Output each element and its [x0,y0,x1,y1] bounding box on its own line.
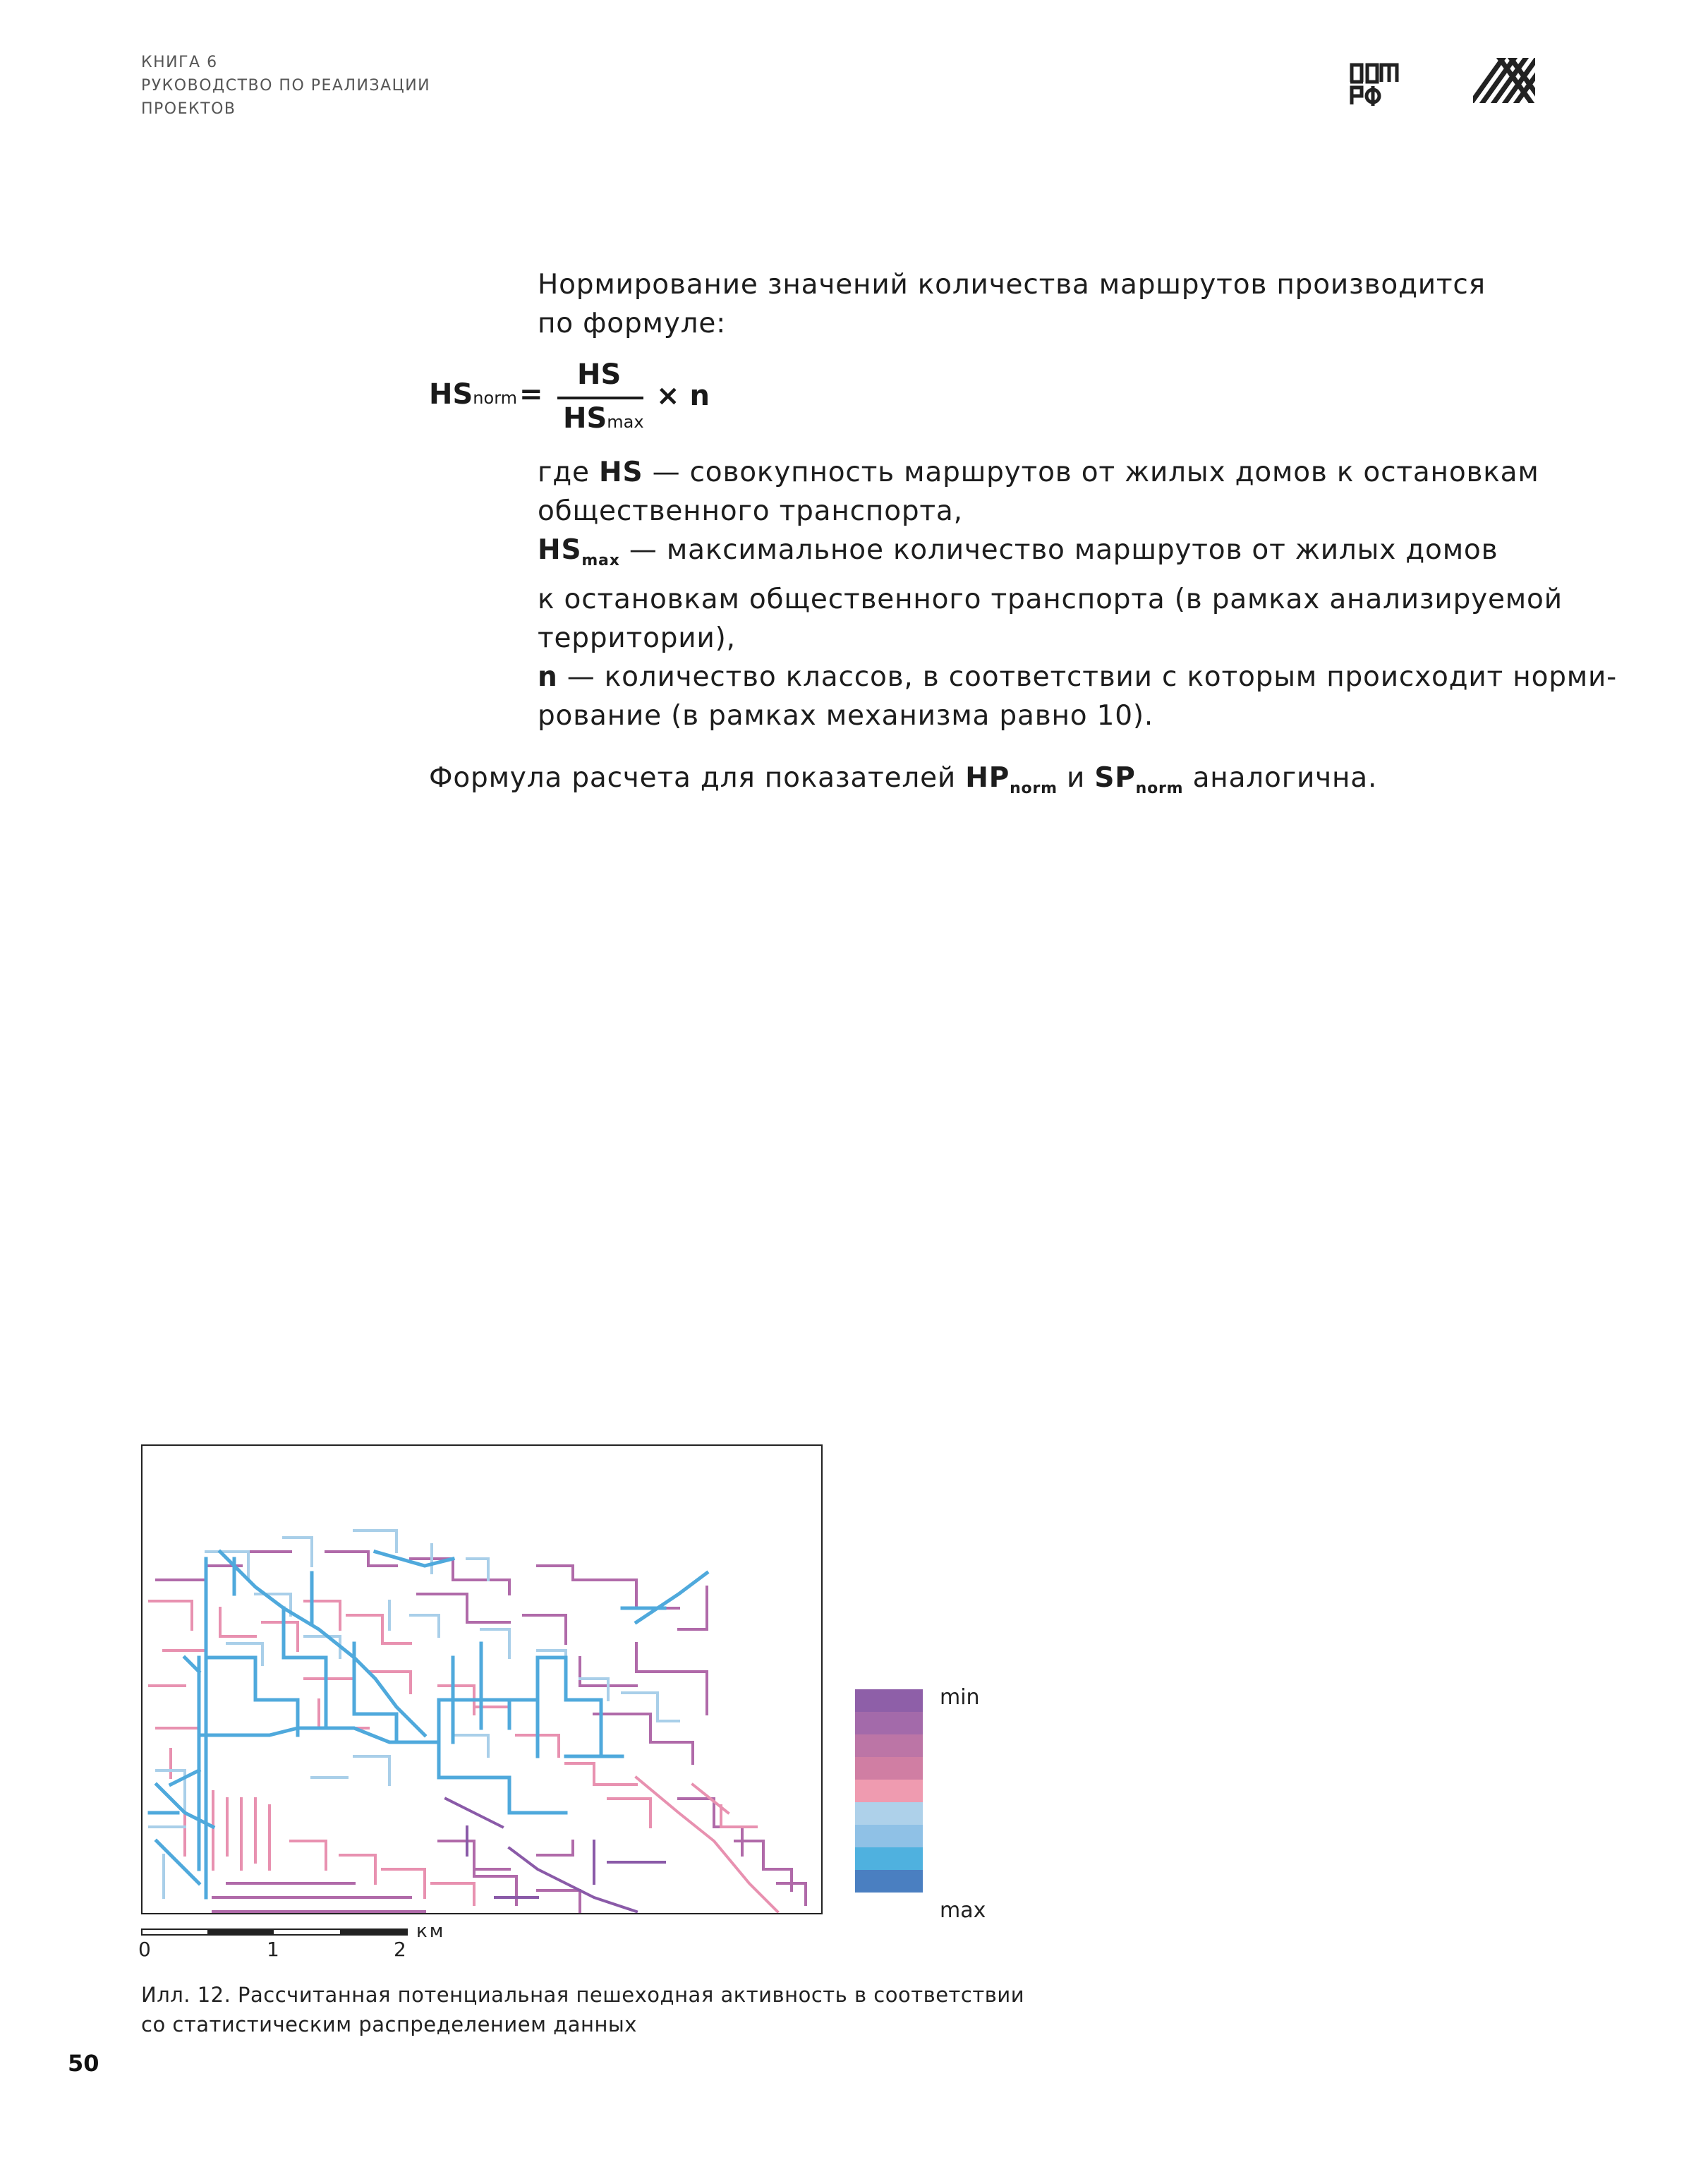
definition-line: к остановкам общественного транспорта (в рамках анализируемой [538,584,1563,615]
scale-label-0: 0 [138,1938,151,1961]
caption-line: со статистическим распределением данных [141,2012,637,2036]
summary-line: Формула расчета для показателей $HP_{norm}$ и $SP_{norm}$ аналогична. [429,762,1378,797]
formula-equals: = [519,378,543,411]
legend-max-label: max [940,1898,986,1923]
definition-line: где HS — совокупность маршрутов от жилых домов к остановкам [538,457,1539,488]
figure-caption [141,1980,1024,2039]
definition-line: территории), [538,622,736,654]
fraction-bar [557,397,643,399]
legend-swatch [855,1712,923,1734]
formula-multiplier: × n [656,380,710,412]
pedestrian-activity-map [141,1444,823,1914]
legend-swatch [855,1757,923,1780]
dom-rf-logo [1349,58,1400,109]
header-title: РУКОВОДСТВО ПО РЕАЛИЗАЦИИ [141,77,431,95]
definition-line: $HS_{max}$ — максимальное количество маршрутов от жилых домов [538,534,1498,569]
intro-paragraph [538,265,1539,343]
page-number: 50 [68,2050,99,2077]
legend-swatch [855,1825,923,1847]
scale-bar [141,1928,409,1936]
legend-swatch [855,1847,923,1870]
scale-label-1: 1 [267,1938,279,1961]
map-network [143,1446,821,1913]
intro-line: по формуле: [538,308,727,339]
intro-line: Нормирование значений количества маршрутов производится [538,269,1486,301]
scale-label-2: 2 [394,1938,406,1961]
hatch-logo [1473,58,1535,103]
header-title-cont: ПРОЕКТОВ [141,100,236,118]
legend-swatch [855,1870,923,1893]
formula-denominator: HSmax [563,402,644,435]
formula-numerator: HS [577,358,622,391]
header-book: КНИГА 6 [141,54,218,71]
legend-min-label: min [940,1685,980,1710]
running-header [141,51,430,121]
definition-line: рование (в рамках механизма равно 10). [538,700,1154,732]
scale-unit: км [416,1921,446,1942]
legend-swatch [855,1689,923,1712]
definition-line: n — количество классов, в соответствии с которым происходит норми- [538,661,1618,693]
legend-swatch [855,1802,923,1825]
legend-swatch [855,1734,923,1757]
legend-swatch [855,1780,923,1802]
normalization-formula [429,358,782,457]
map-legend [855,1689,926,1915]
caption-line: Илл. 12. Рассчитанная потенциальная пешеходная активность в соответствии [141,1983,1025,2007]
definition-line: общественного транспорта, [538,495,963,527]
formula-lhs: HSnorm [429,378,518,411]
definitions [538,453,1618,735]
